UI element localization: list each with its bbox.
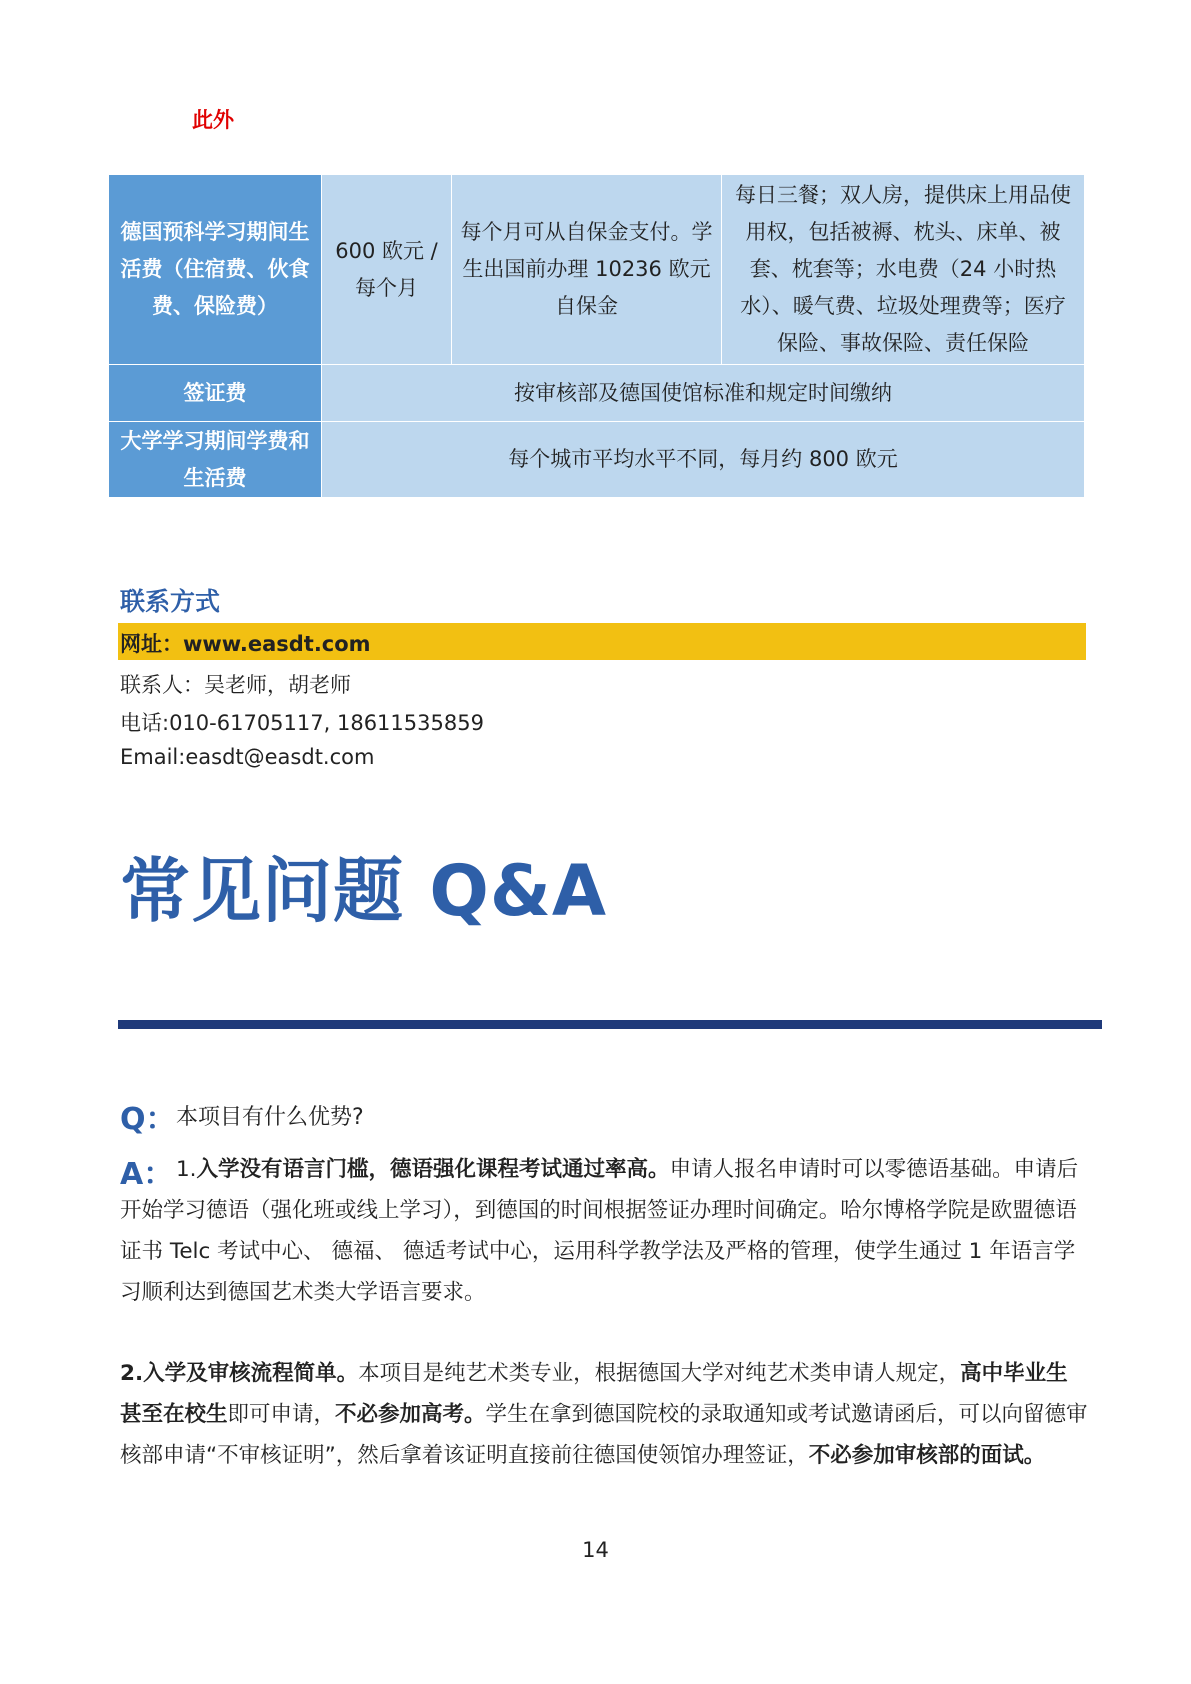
answer-p1-bold-2: 德语强化课程考试通过率高。 [390,1157,670,1182]
answer-p1-sep: ， [368,1157,391,1182]
answer-paragraph-2 [120,1353,1088,1476]
answer-mark-label: A： [120,1157,174,1192]
qa-title: 常见问题 Q&A [120,850,608,932]
answer-p1-bold-1: 入学没有语言门槛 [196,1157,369,1182]
contact-person: 联系人：吴老师，胡老师 [120,673,351,697]
question-text: 本项目有什么优势? [176,1105,364,1130]
table-row [109,175,1085,365]
answer-p2-text-1: 本项目是纯艺术类专业，根据德国大学对纯艺术类申请人规定， [358,1361,961,1386]
answer-p2-text-3: 学生在拿到德国院校的录取通知或考试邀请函后，可以向留德审核部申请“不审核证明”，然后拿着该证明直接前往德国使领馆办理签证， [120,1402,1088,1468]
fee-label-university: 大学学习期间学费和生活费 [109,422,322,498]
fee-label-prep-living: 德国预科学习期间生活费（住宿费、伙食费、保险费） [109,175,322,365]
fee-value-visa: 按审核部及德国使馆标准和规定时间缴纳 [322,365,1085,422]
note-heading: 此外 [192,108,234,132]
contact-title: 联系方式 [120,587,221,616]
fee-amount-prep-living: 600 欧元 / 每个月 [322,175,452,365]
fees-table [108,174,1085,498]
section-divider [118,1020,1102,1029]
answer-p1-prefix: 1. [176,1157,197,1182]
answer-p2-bold-3: 不必参加高考。 [335,1402,486,1427]
answer-p2-bold-1: 2.入学及审核流程简单。 [120,1361,359,1386]
fee-value-university: 每个城市平均水平不同，每月约 800 欧元 [322,422,1085,498]
website-text: 网址：www.easdt.com [120,632,371,656]
fee-details-prep-living: 每日三餐；双人房，提供床上用品使用权，包括被褥、枕头、床单、被套、枕套等；水电费（24 小时热水）、暖气费、垃圾处理费等；医疗保险、事故保险、责任保险 [722,175,1085,365]
contact-phone: 电话:010-61705117, 18611535859 [120,711,484,735]
answer-p2-text-2: 即可申请， [227,1402,336,1427]
answer-p2-bold-2: 高中毕业生甚至在校生 [120,1361,1068,1427]
fee-payment-prep-living: 每个月可从自保金支付。学生出国前办理 10236 欧元自保金 [452,175,722,365]
page-number: 14 [582,1538,609,1562]
table-row [109,365,1085,422]
answer-p1-text: 申请人报名申请时可以零德语基础。申请后开始学习德语（强化班或线上学习），到德国的时间根据签证办理时间确定。哈尔博格学院是欧盟德语证书 Telc 考试中心、 德福、 德适考试中心，运用科学教学法及严格的管理，使学生通过 1 年语言学习顺利达到德国艺术类大学语言要求。 [120,1157,1079,1305]
answer-paragraph-1 [120,1149,1088,1313]
table-row [109,422,1085,498]
answer-p2-bold-4: 不必参加审核部的面试。 [808,1443,1046,1468]
question-mark-label: Q： [120,1102,176,1137]
contact-email: Email:easdt@easdt.com [120,745,375,769]
fee-label-visa: 签证费 [109,365,322,422]
